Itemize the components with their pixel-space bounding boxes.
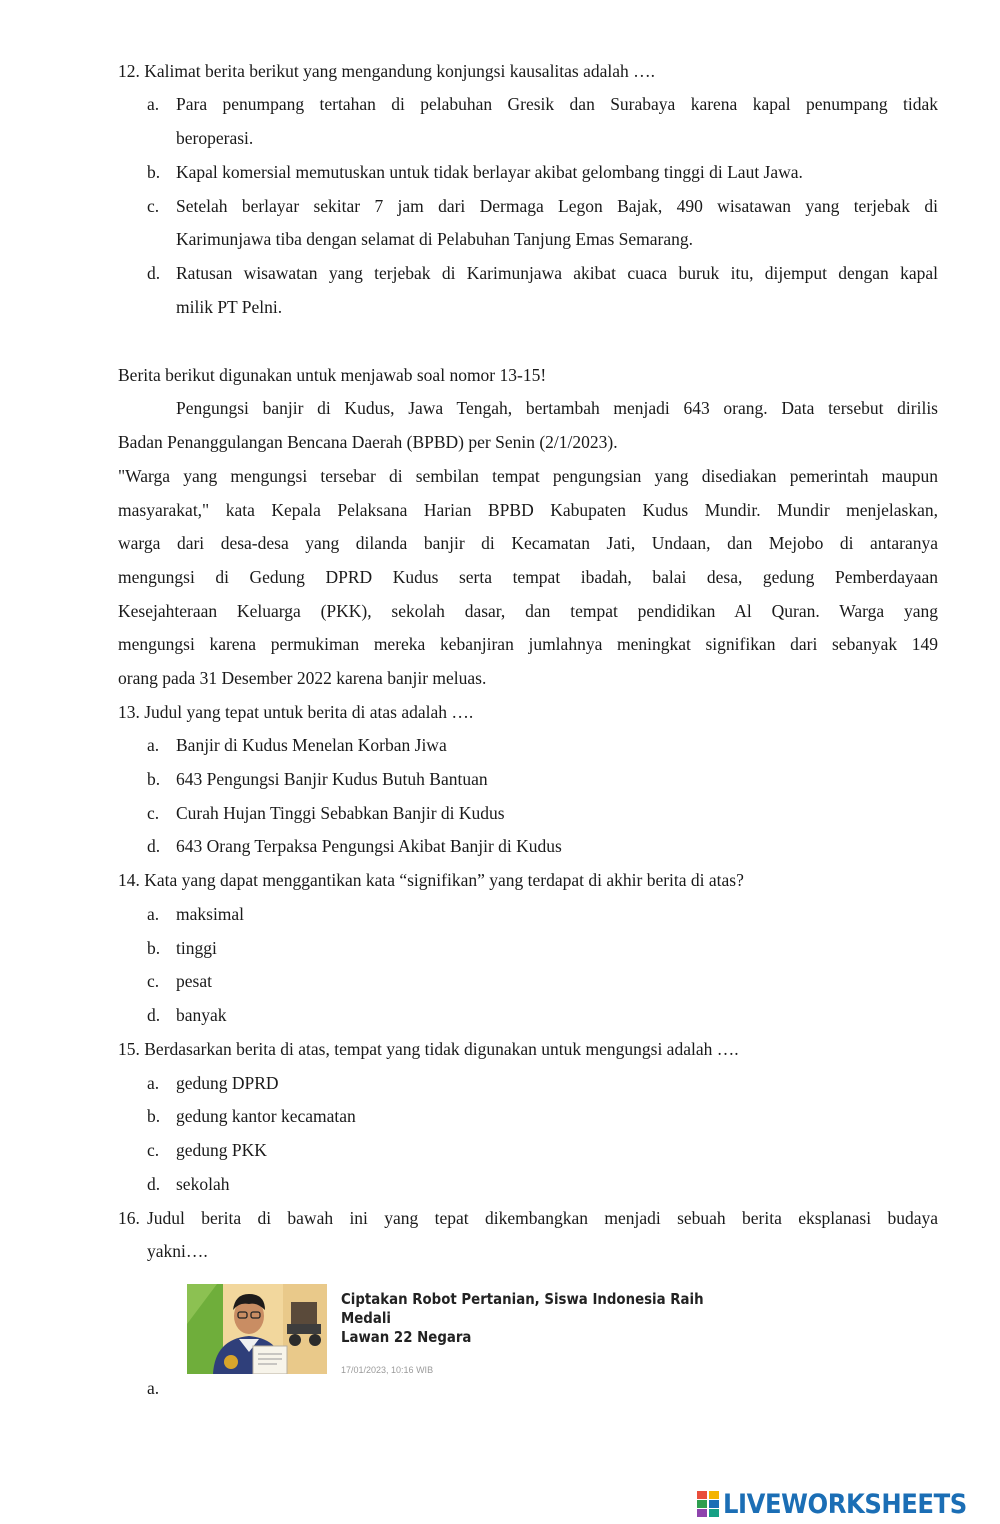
question-number: 12. <box>118 61 140 81</box>
q15-option-c[interactable]: c. <box>147 1140 160 1160</box>
q15-option-a[interactable]: a. <box>147 1073 160 1093</box>
q16-option-a[interactable]: a. <box>147 1378 160 1398</box>
q12-option-c-text: Setelah berlayar sekitar 7 jam dari Dermaga Legon Bajak, 490 wisatawan yang terjebak di <box>176 196 938 216</box>
question-number: 14. <box>118 870 140 890</box>
question-16-text: yakni…. <box>147 1241 208 1261</box>
q15-option-a-text: gedung DPRD <box>176 1073 279 1093</box>
passage-line: orang pada 31 Desember 2022 karena banjir meluas. <box>118 668 487 688</box>
q14-option-b[interactable]: b. <box>147 938 161 958</box>
liveworksheets-logo-icon <box>697 1491 719 1517</box>
question-text: Kalimat berita berikut yang mengandung konjungsi kausalitas adalah …. <box>144 61 656 81</box>
q13-option-b[interactable]: b. <box>147 769 161 789</box>
q13-option-d[interactable]: d. <box>147 836 161 856</box>
question-14 <box>118 869 744 891</box>
question-text: Berdasarkan berita di atas, tempat yang tidak digunakan untuk mengungsi adalah …. <box>144 1039 739 1059</box>
q15-option-d-text: sekolah <box>176 1174 230 1194</box>
q15-option-b-text: gedung kantor kecamatan <box>176 1106 356 1126</box>
question-number: 15. <box>118 1039 140 1059</box>
q15-option-b[interactable]: b. <box>147 1106 161 1126</box>
watermark-text: LIVEWORKSHEETS <box>723 1488 967 1520</box>
passage-line: mengungsi di Gedung DPRD Kudus serta tempat ibadah, balai desa, gedung Pemberdayaan <box>118 567 938 587</box>
question-text: Kata yang dapat menggantikan kata “signifikan” yang terdapat di akhir berita di atas? <box>144 870 744 890</box>
q12-option-a-letter[interactable]: a. <box>147 94 160 114</box>
q14-option-a[interactable]: a. <box>147 904 160 924</box>
q14-option-d[interactable]: d. <box>147 1005 161 1025</box>
q13-option-c[interactable]: c. <box>147 803 160 823</box>
q12-option-a-text: beroperasi. <box>176 128 254 148</box>
passage-line: Pengungsi banjir di Kudus, Jawa Tengah, bertambah menjadi 643 orang. Data tersebut dirilis <box>176 398 938 418</box>
q14-option-b-text: tinggi <box>176 938 217 958</box>
q13-option-b-text: 643 Pengungsi Banjir Kudus Butuh Bantuan <box>176 769 488 789</box>
q14-option-d-text: banyak <box>176 1005 227 1025</box>
question-15 <box>118 1038 739 1060</box>
news-headline <box>341 1290 719 1347</box>
passage-line: masyarakat," kata Kepala Pelaksana Harian BPBD Kabupaten Kudus Mundir. Mundir menjelaskan, <box>118 500 938 520</box>
q13-option-a[interactable]: a. <box>147 735 160 755</box>
passage-line: mengungsi karena permukiman mereka kebanjiran jumlahnya meningkat signifikan dari sebanyak 149 <box>118 634 938 654</box>
q13-option-c-text: Curah Hujan Tinggi Sebabkan Banjir di Kudus <box>176 803 505 823</box>
q15-option-d[interactable]: d. <box>147 1174 161 1194</box>
question-number: 13. <box>118 702 140 722</box>
q13-option-a-text: Banjir di Kudus Menelan Korban Jiwa <box>176 735 447 755</box>
q12-option-d-text: Ratusan wisawatan yang terjebak di Karimunjawa akibat cuaca buruk itu, dijemput dengan kapal <box>176 263 938 283</box>
q12-option-d-letter[interactable]: d. <box>147 263 161 283</box>
question-12 <box>118 60 655 82</box>
passage-line: Kesejahteraan Keluarga (PKK), sekolah dasar, dan tempat pendidikan Al Quran. Warga yang <box>118 601 938 621</box>
q12-option-c-text: Karimunjawa tiba dengan selamat di Pelabuhan Tanjung Emas Semarang. <box>176 229 693 249</box>
question-16-text: Judul berita di bawah ini yang tepat dikembangkan menjadi sebuah berita eksplanasi budaya <box>147 1208 938 1228</box>
q12-option-c-letter[interactable]: c. <box>147 196 160 216</box>
q14-option-c-text: pesat <box>176 971 212 991</box>
q12-option-a-text: Para penumpang tertahan di pelabuhan Gresik dan Surabaya karena kapal penumpang tidak <box>176 94 938 114</box>
liveworksheets-watermark <box>697 1486 997 1522</box>
q12-option-b-letter[interactable]: b. <box>147 162 161 182</box>
news-headline-line: Lawan 22 Negara <box>341 1328 472 1346</box>
passage-line: "Warga yang mengungsi tersebar di sembilan tempat pengungsian yang disediakan pemerintah maupun <box>118 466 938 486</box>
question-text: Judul yang tepat untuk berita di atas adalah …. <box>144 702 474 722</box>
passage-line: Badan Penanggulangan Bencana Daerah (BPBD) per Senin (2/1/2023). <box>118 432 618 452</box>
news-thumbnail-image <box>187 1284 327 1374</box>
passage-intro: Berita berikut digunakan untuk menjawab soal nomor 13-15! <box>118 365 547 385</box>
student-with-robot-photo <box>187 1284 327 1374</box>
news-headline-line: Ciptakan Robot Pertanian, Siswa Indonesia Raih Medali <box>341 1290 704 1327</box>
passage-line: warga dari desa-desa yang dilanda banjir di Kecamatan Jati, Undaan, dan Mejobo di antaranya <box>118 533 938 553</box>
q12-option-b-text: Kapal komersial memutuskan untuk tidak berlayar akibat gelombang tinggi di Laut Jawa. <box>176 162 803 182</box>
question-13 <box>118 701 473 723</box>
q12-option-d-text: milik PT Pelni. <box>176 297 283 317</box>
q14-option-c[interactable]: c. <box>147 971 160 991</box>
question-16-number: 16. <box>118 1208 140 1228</box>
q14-option-a-text: maksimal <box>176 904 245 924</box>
news-date: 17/01/2023, 10:16 WIB <box>341 1365 434 1375</box>
q15-option-c-text: gedung PKK <box>176 1140 267 1160</box>
q13-option-d-text: 643 Orang Terpaksa Pengungsi Akibat Banjir di Kudus <box>176 836 562 856</box>
